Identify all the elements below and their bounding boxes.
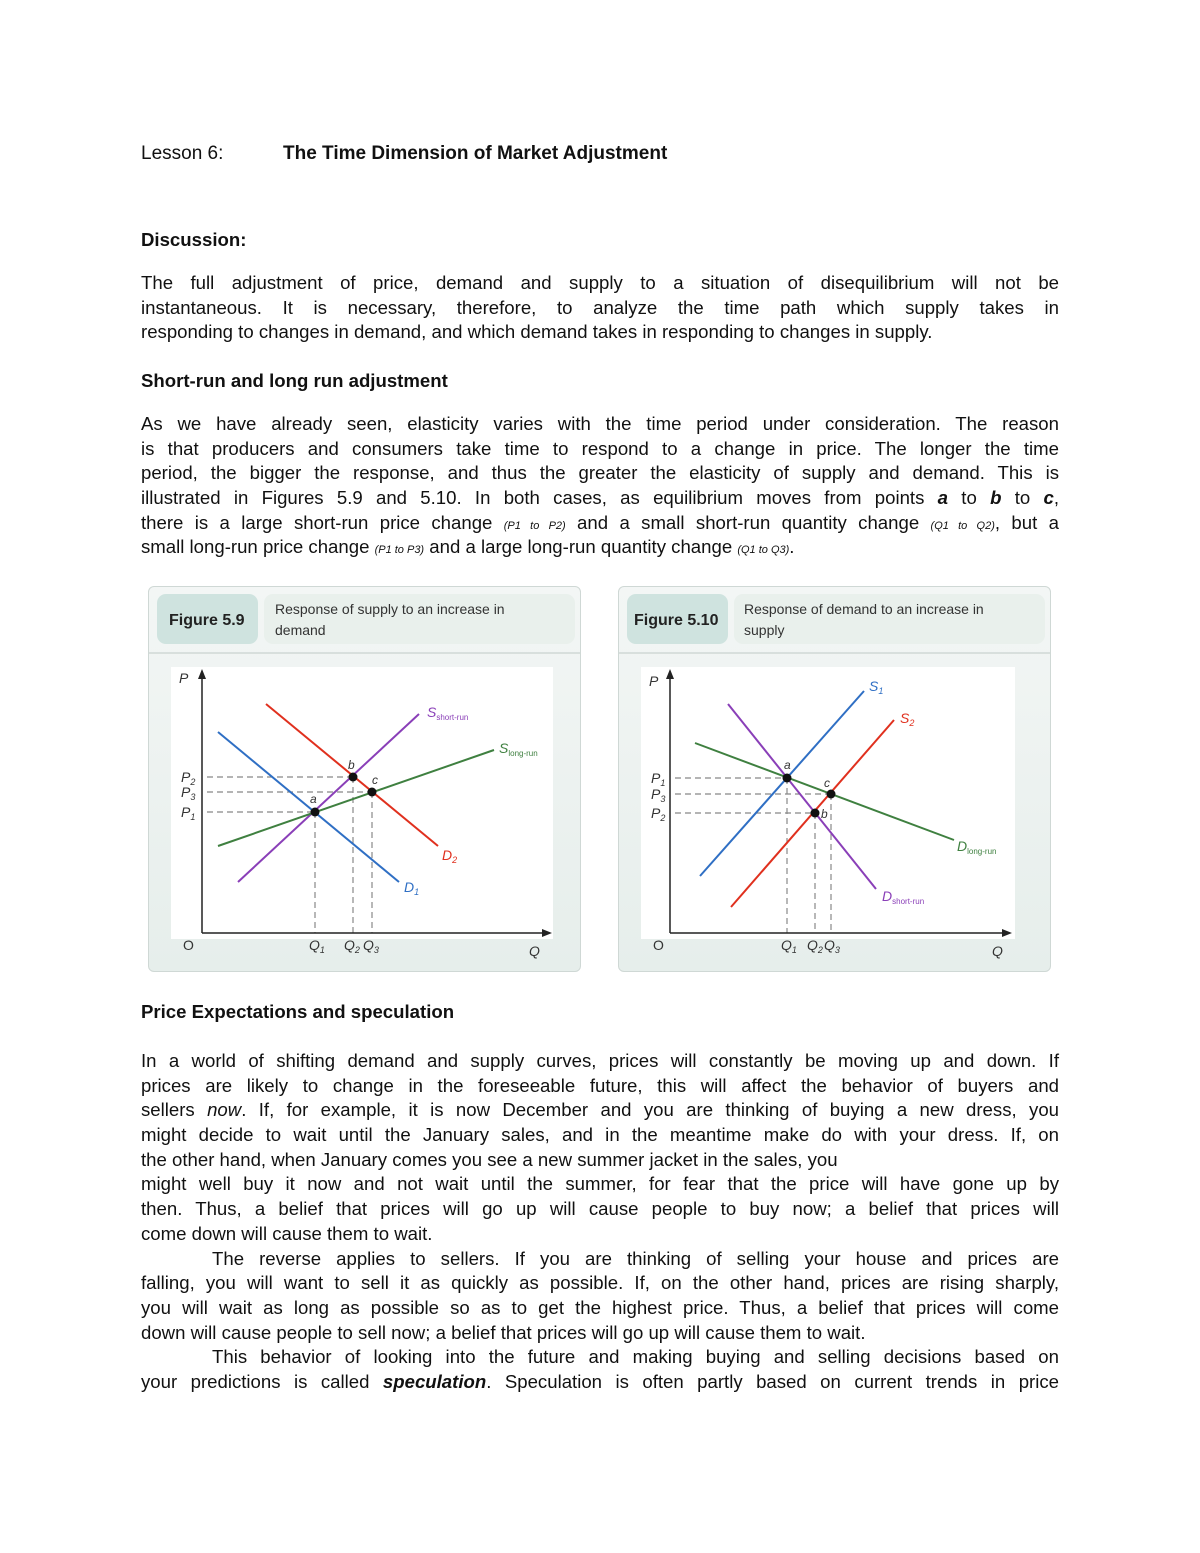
text-line bbox=[141, 486, 1059, 511]
text-segment: , bbox=[1053, 487, 1059, 509]
figure-tag: Figure 5.9 bbox=[169, 612, 245, 629]
text-segment: . If, for example, it is now December and you are thinking of buying a new dress, you bbox=[241, 1099, 1059, 1121]
label-s-long-run: $S_{long-run}$ bbox=[499, 740, 538, 758]
text-segment: prices are likely to change in the foreseeable future, this will affect the behavior of buyers and bbox=[141, 1074, 1059, 1096]
text-line bbox=[141, 535, 1059, 560]
text-segment: . Speculation is often partly based on current trends in price bbox=[486, 1370, 1059, 1392]
text-line bbox=[141, 461, 1059, 486]
text-line bbox=[141, 1098, 1059, 1123]
text-segment: The reverse applies to sellers. If you are thinking of selling your house and prices are bbox=[212, 1247, 1059, 1269]
label-c: c bbox=[824, 776, 830, 790]
text-segment: is that producers and consumers take time to respond to a change in price. The longer the time bbox=[141, 437, 1059, 459]
paragraph-intro bbox=[141, 271, 1059, 345]
text-segment: to bbox=[948, 487, 991, 509]
emphasis-text: b bbox=[990, 487, 1002, 509]
text-segment: there is a large short-run price change bbox=[141, 511, 504, 533]
text-segment: falling, you will want to sell it as quickly as possible. If, on the other hand, prices are rising sharply, bbox=[141, 1272, 1059, 1294]
point-a bbox=[311, 808, 320, 817]
text-segment: In a world of shifting demand and supply curves, prices will constantly be moving up and down. If bbox=[141, 1050, 1059, 1071]
emphasis-text: (P1 to P3) bbox=[374, 544, 425, 557]
label-b: b bbox=[348, 758, 355, 772]
text-line bbox=[141, 1296, 1059, 1321]
text-line bbox=[141, 1247, 1059, 1272]
x-axis-label: Q bbox=[992, 943, 1003, 959]
point-b bbox=[811, 809, 820, 818]
tick-q2: $Q_2$ bbox=[807, 937, 823, 955]
text-line bbox=[141, 437, 1059, 462]
text-segment: to bbox=[1001, 487, 1044, 509]
y-axis-label: P bbox=[649, 673, 659, 689]
caption-line-1: Response of demand to an increase in bbox=[744, 601, 984, 617]
point-c bbox=[827, 790, 836, 799]
caption-line-1: Response of supply to an increase in bbox=[275, 601, 505, 617]
figure-5-9 bbox=[148, 586, 581, 972]
tick-p2: $P_2$ bbox=[181, 769, 196, 787]
text-segment: come down will cause them to wait. bbox=[141, 1222, 433, 1244]
emphasis-text: (P1 to P2) bbox=[503, 519, 566, 532]
text-line bbox=[141, 1345, 1059, 1370]
emphasis-text: c bbox=[1043, 487, 1054, 509]
text-segment: small long-run price change bbox=[141, 536, 375, 558]
point-a bbox=[783, 774, 792, 783]
emphasis-text: (Q1 to Q2) bbox=[930, 519, 995, 532]
x-axis-label: Q bbox=[529, 943, 540, 959]
origin-label: O bbox=[653, 937, 664, 953]
paragraph-speculation bbox=[141, 1049, 1059, 1395]
tick-p1: $P_1$ bbox=[181, 804, 196, 822]
text-line bbox=[141, 1370, 1059, 1395]
text-segment: . bbox=[789, 536, 795, 558]
tick-p3: $P_3$ bbox=[651, 786, 666, 804]
short-long-run-heading: Short-run and long run adjustment bbox=[141, 370, 448, 391]
point-b bbox=[349, 773, 358, 782]
label-d2: $D_2$ bbox=[442, 847, 458, 865]
text-segment: might well buy it now and not wait until the summer, for fear that the price will have gone up by bbox=[141, 1173, 1059, 1195]
plot-area bbox=[641, 667, 1015, 939]
text-line bbox=[141, 1049, 1059, 1074]
text-segment: the other hand, when January comes you see a new summer jacket in the sales, you bbox=[141, 1148, 838, 1170]
label-s2: $S_2$ bbox=[900, 710, 915, 728]
label-a: a bbox=[310, 792, 317, 806]
label-d-short-run: $D_{short-run}$ bbox=[882, 888, 925, 906]
text-segment: The full adjustment of price, demand and supply to a situation of disequilibrium will not be bbox=[141, 272, 1059, 293]
text-segment: your predictions is called bbox=[141, 1370, 383, 1392]
text-segment: period, the bigger the response, and thus the greater the elasticity of supply and demand. This is bbox=[141, 462, 1059, 484]
emphasis-text: now bbox=[207, 1099, 242, 1121]
text-segment: As we have already seen, elasticity varies with the time period under consideration. The reason bbox=[141, 413, 1059, 434]
label-b: b bbox=[821, 807, 828, 821]
emphasis-text: (Q1 to Q3) bbox=[737, 544, 790, 557]
text-line bbox=[141, 271, 1059, 296]
text-segment: responding to changes in demand, and which demand takes in responding to changes in supply. bbox=[141, 321, 933, 343]
text-segment: , but a bbox=[994, 511, 1059, 533]
text-line bbox=[141, 1123, 1059, 1148]
text-segment: you will wait as long as possible so as to get the highest price. Thus, a belief that prices will come bbox=[141, 1296, 1059, 1318]
tick-q3: $Q_3$ bbox=[363, 937, 379, 955]
text-segment: might decide to wait until the January sales, and in the meantime make do with your dress. If, on bbox=[141, 1124, 1059, 1146]
tick-q1: $Q_1$ bbox=[781, 937, 797, 955]
figure-tag: Figure 5.10 bbox=[634, 612, 719, 629]
text-line bbox=[141, 1271, 1059, 1296]
label-d1: $D_1$ bbox=[404, 879, 420, 897]
text-line bbox=[141, 1321, 1059, 1346]
emphasis-text: speculation bbox=[382, 1370, 487, 1392]
lesson-number: Lesson 6: bbox=[141, 143, 224, 164]
origin-label: O bbox=[183, 937, 194, 953]
text-segment: This behavior of looking into the future and making buying and selling decisions based on bbox=[212, 1346, 1059, 1368]
text-line bbox=[141, 1172, 1059, 1197]
text-line bbox=[141, 1222, 1059, 1247]
y-axis-label: P bbox=[179, 670, 189, 686]
label-a: a bbox=[784, 758, 791, 772]
point-c bbox=[368, 788, 377, 797]
tick-p1: $P_1$ bbox=[651, 770, 666, 788]
text-segment: down will cause people to sell now; a belief that prices will go up will cause them to wait. bbox=[141, 1321, 866, 1343]
text-line bbox=[141, 1074, 1059, 1099]
caption-line-2: supply bbox=[744, 622, 785, 638]
label-d-long-run: $D_{long-run}$ bbox=[957, 838, 997, 856]
tick-q1: $Q_1$ bbox=[309, 937, 325, 955]
tick-p3: $P_3$ bbox=[181, 784, 196, 802]
label-s-short-run: $S_{short-run}$ bbox=[427, 704, 469, 722]
caption-line-2: demand bbox=[275, 622, 326, 638]
tick-q3: $Q_3$ bbox=[824, 937, 840, 955]
discussion-heading: Discussion: bbox=[141, 229, 247, 250]
text-line bbox=[141, 1197, 1059, 1222]
tick-q2: $Q_2$ bbox=[344, 937, 360, 955]
emphasis-text: a bbox=[937, 487, 948, 509]
text-segment: then. Thus, a belief that prices will go up will cause people to buy now; a belief that prices will bbox=[141, 1198, 1059, 1220]
text-line bbox=[141, 412, 1059, 437]
text-line bbox=[141, 296, 1059, 321]
text-segment: illustrated in Figures 5.9 and 5.10. In both cases, as equilibrium moves from points bbox=[141, 487, 938, 509]
price-expectations-heading: Price Expectations and speculation bbox=[141, 1001, 455, 1022]
text-segment: and a small short-run quantity change bbox=[565, 511, 931, 533]
text-line bbox=[141, 1148, 1059, 1173]
text-segment: instantaneous. It is necessary, therefore, to analyze the time path which supply takes in bbox=[141, 296, 1059, 318]
text-segment: and a large long-run quantity change bbox=[424, 536, 738, 558]
text-segment: sellers bbox=[141, 1099, 208, 1121]
plot-area bbox=[171, 667, 553, 939]
lesson-title: The Time Dimension of Market Adjustment bbox=[283, 143, 668, 164]
text-line bbox=[141, 320, 1059, 345]
label-c: c bbox=[372, 773, 378, 787]
figure-5-10 bbox=[618, 586, 1051, 972]
paragraph-adjustment bbox=[141, 412, 1059, 560]
tick-p2: $P_2$ bbox=[651, 805, 666, 823]
label-s1: $S_1$ bbox=[869, 678, 884, 696]
text-line bbox=[141, 511, 1059, 536]
